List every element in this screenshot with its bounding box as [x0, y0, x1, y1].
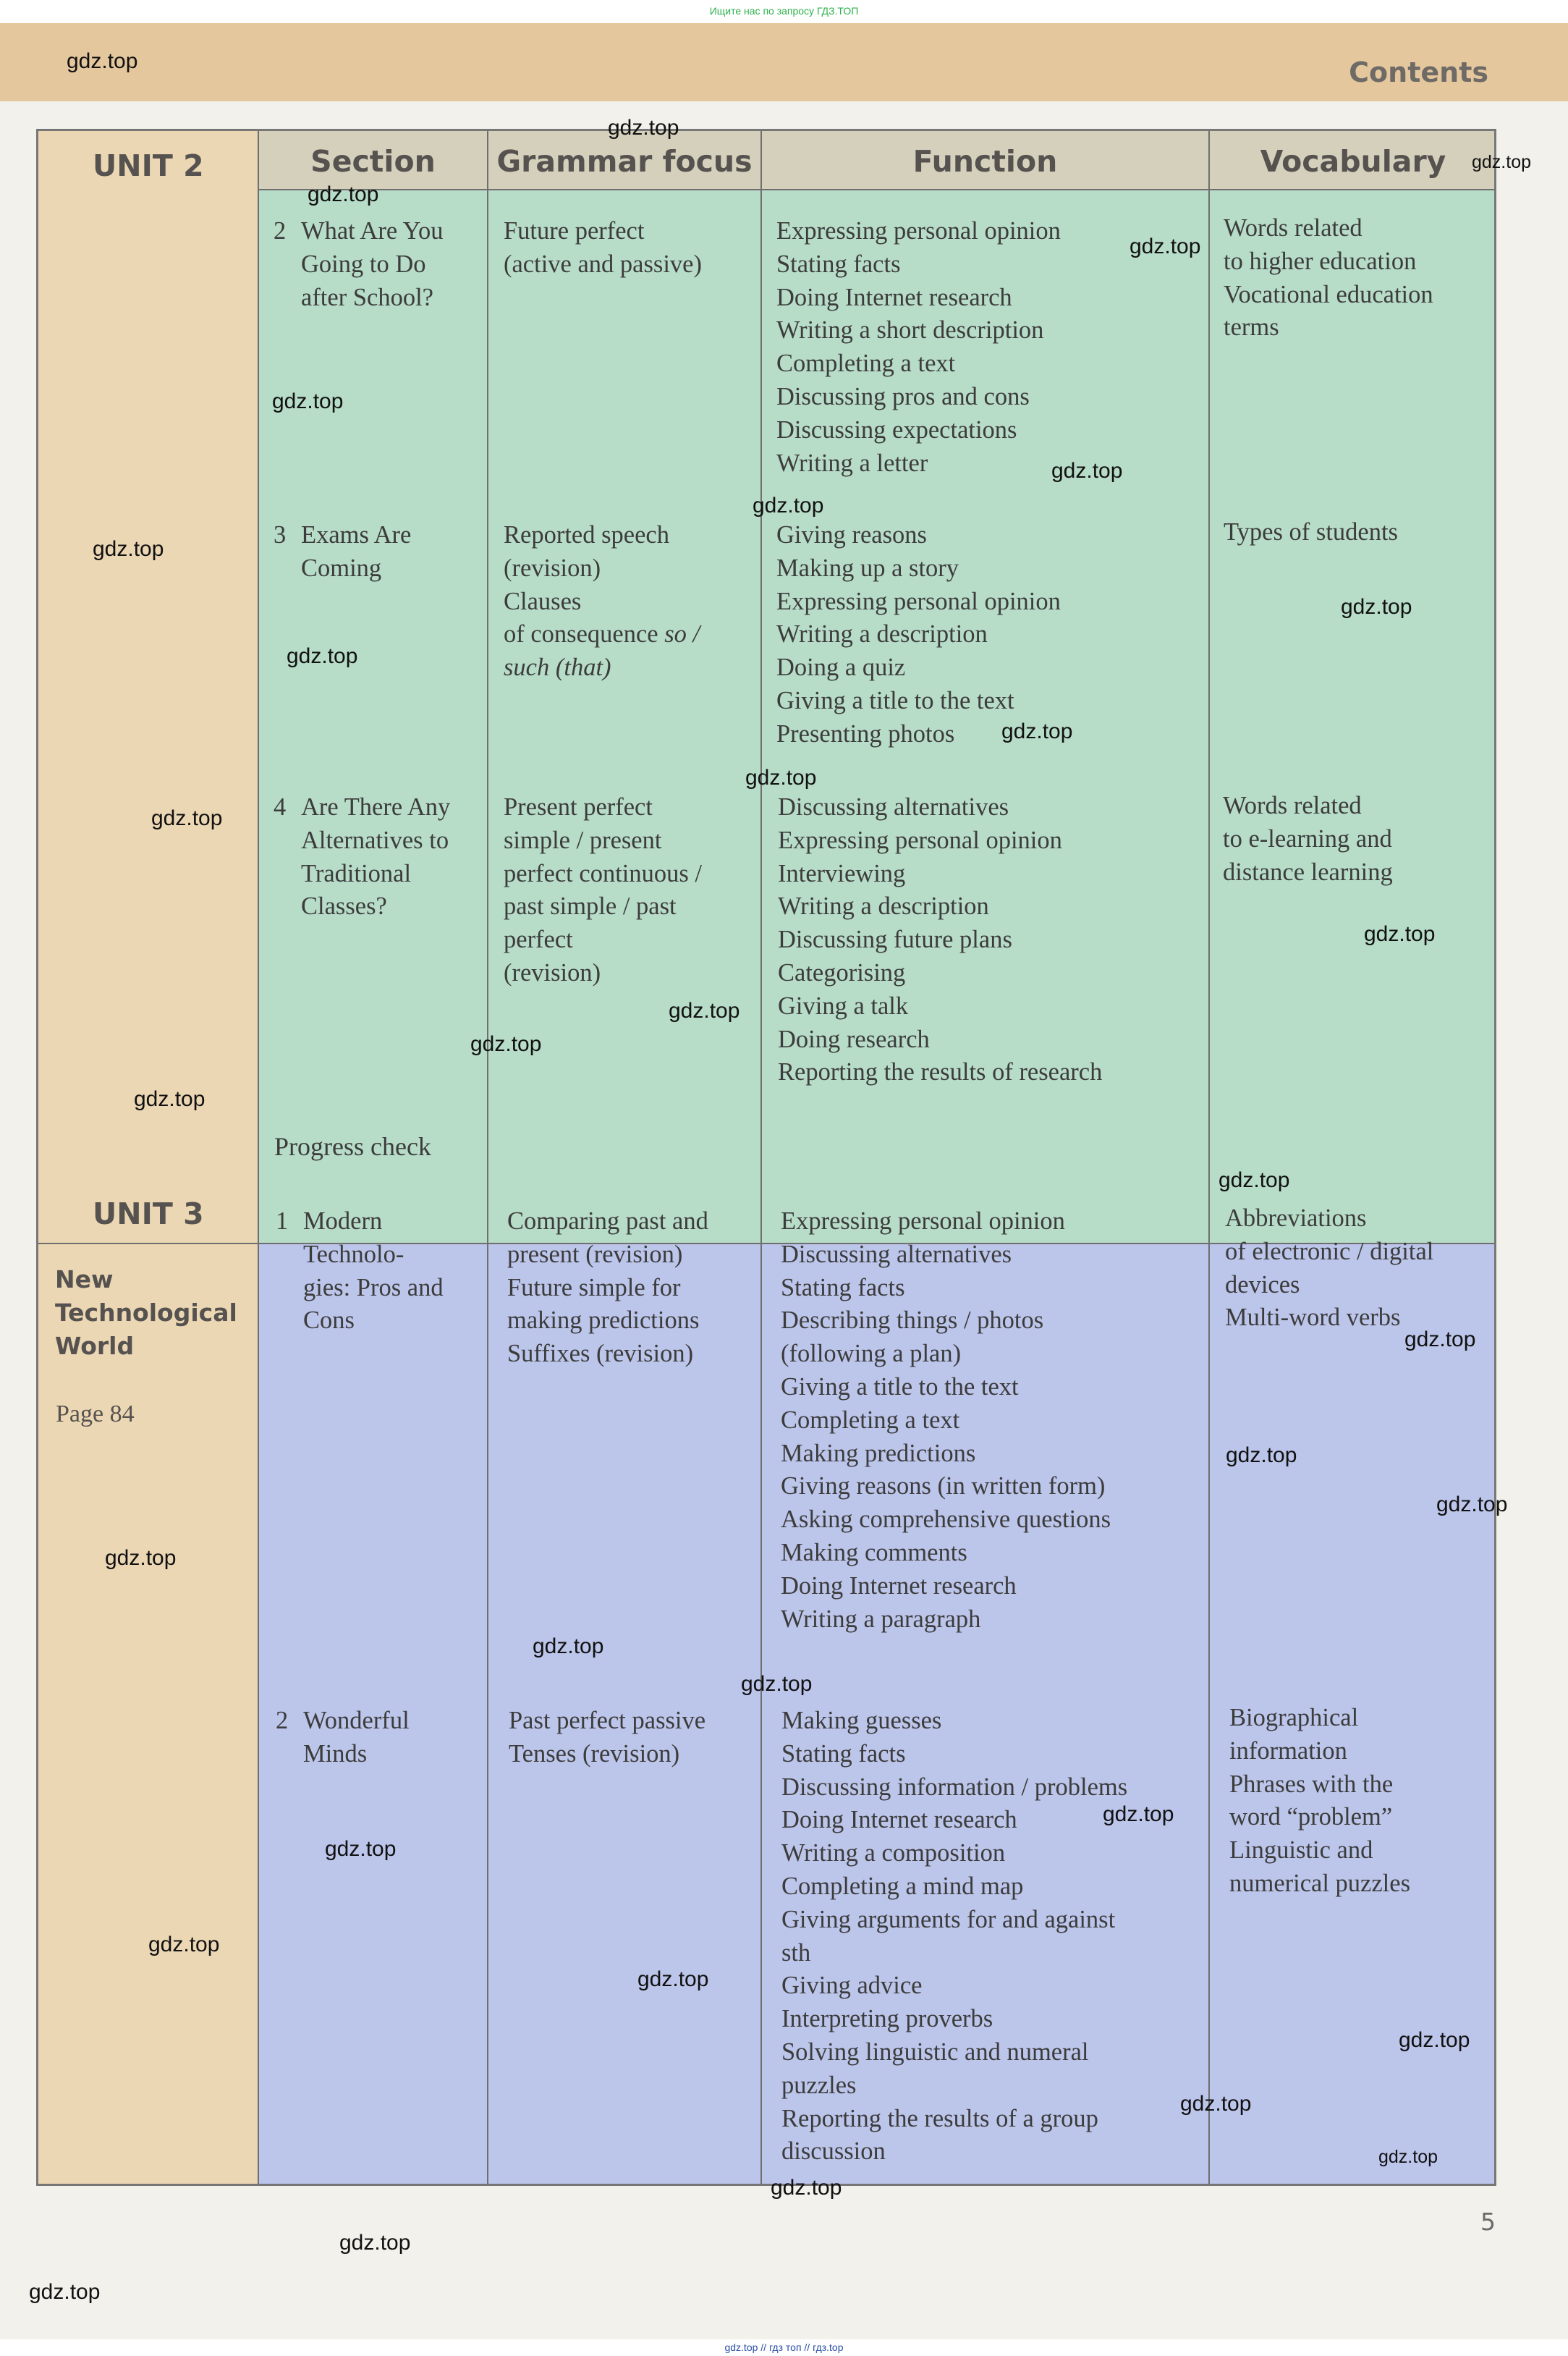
vocabulary-line: Vocational education: [1224, 280, 1433, 308]
section-line: gies: Pros and: [303, 1273, 444, 1301]
watermark: gdz.top: [105, 1546, 177, 1570]
unit2-row3-function: [776, 519, 1061, 751]
unit3-row1-function: [781, 1205, 1111, 1636]
function-line: Writing a paragraph: [781, 1605, 981, 1633]
column-divider: [760, 131, 762, 2184]
watermark: gdz.top: [470, 1032, 542, 1056]
function-line: discussion: [781, 2137, 886, 2166]
function-line: Giving reasons: [776, 521, 927, 549]
function-line: Doing Internet research: [781, 1806, 1017, 1834]
contents-table: [36, 129, 1496, 2186]
watermark: gdz.top: [272, 389, 344, 413]
vocabulary-line: numerical puzzles: [1229, 1869, 1411, 1897]
section-line: Exams Are: [301, 521, 412, 549]
function-line: Giving a title to the text: [781, 1372, 1019, 1401]
unit-column-bg: [38, 131, 259, 2184]
function-line: Doing a quiz: [776, 654, 906, 682]
vocabulary-line: devices: [1225, 1270, 1300, 1299]
watermark: gdz.top: [1378, 2147, 1438, 2167]
section-line: Traditional: [301, 859, 412, 887]
column-header-function: Function: [912, 144, 1058, 179]
function-line: Doing research: [778, 1025, 930, 1053]
function-line: Writing a short description: [776, 316, 1044, 345]
function-line: Discussing alternatives: [781, 1240, 1012, 1268]
watermark: gdz.top: [1472, 152, 1532, 172]
function-line: sth: [781, 1938, 811, 1967]
watermark: gdz.top: [533, 1634, 604, 1658]
watermark: gdz.top: [1219, 1168, 1290, 1192]
section-line: Alternatives to: [301, 826, 449, 854]
watermark: gdz.top: [608, 116, 679, 140]
section-number: 2: [276, 1707, 289, 1734]
grammar-line: of consequence so /: [504, 620, 700, 649]
watermark: gdz.top: [1103, 1802, 1174, 1826]
unit3-subtitle: New Technological World: [55, 1265, 237, 1360]
vocabulary-line: to higher education: [1224, 247, 1417, 275]
unit3-row1-grammar: [507, 1205, 708, 1371]
function-line: Categorising: [778, 958, 906, 987]
watermark: gdz.top: [669, 999, 740, 1023]
function-line: Writing a description: [778, 892, 989, 921]
section-line: Coming: [301, 554, 382, 582]
function-line: Giving reasons (in written form): [781, 1472, 1106, 1500]
column-divider: [1208, 131, 1210, 2184]
function-line: Expressing personal opinion: [776, 217, 1061, 245]
function-line: Expressing personal opinion: [778, 826, 1062, 854]
grammar-italic: so /: [664, 620, 700, 649]
unit2-row4-function: [778, 791, 1102, 1089]
function-line: Presenting photos: [776, 719, 955, 748]
watermark: gdz.top: [325, 1837, 397, 1861]
grammar-line: (active and passive): [504, 250, 702, 278]
vocabulary-line: word “problem”: [1229, 1803, 1393, 1831]
section-line: Technolo-: [303, 1240, 404, 1268]
vocabulary-line: Words related: [1223, 792, 1362, 819]
column-divider: [487, 131, 488, 2184]
unit2-row4-vocabulary: [1223, 790, 1393, 889]
function-line: Interpreting proverbs: [781, 2005, 993, 2033]
watermark: gdz.top: [1399, 2028, 1470, 2052]
watermark: gdz.top: [771, 2176, 842, 2200]
watermark: gdz.top: [67, 49, 138, 73]
vocabulary-line: Biographical: [1229, 1704, 1359, 1731]
function-line: Making up a story: [776, 554, 959, 582]
vocabulary-line: Multi-word verbs: [1225, 1304, 1401, 1332]
section-number: 3: [274, 521, 287, 549]
function-line: Doing Internet research: [776, 283, 1012, 311]
grammar-line: Present perfect: [504, 793, 653, 821]
column-header-section: Section: [310, 144, 436, 179]
function-line: Writing a letter: [776, 449, 928, 477]
section-line: Classes?: [301, 892, 387, 921]
top-banner[interactable]: Ищите нас по запросу ГДЗ.ТОП: [0, 0, 1568, 23]
watermark: gdz.top: [29, 2280, 101, 2304]
grammar-line: Future perfect: [504, 217, 645, 245]
unit3-row1-vocabulary: [1225, 1202, 1433, 1335]
function-line: Asking comprehensive questions: [781, 1506, 1111, 1534]
column-header-grammar: Grammar focus: [496, 144, 753, 179]
progress-check: Progress check: [274, 1132, 431, 1161]
vocabulary-line: of electronic / digital: [1225, 1237, 1434, 1265]
unit3-page: Page 84: [56, 1401, 135, 1427]
unit2-row4-grammar: [504, 791, 702, 990]
function-line: Discussing expectations: [776, 415, 1017, 444]
watermark: gdz.top: [148, 1933, 220, 1956]
unit3-title: UNIT 3: [93, 1196, 204, 1231]
vocabulary-line: Types of students: [1224, 518, 1398, 546]
function-line: Expressing personal opinion: [781, 1207, 1065, 1235]
vocabulary-line: Phrases with the: [1229, 1770, 1394, 1798]
column-divider: [258, 131, 259, 2184]
page-title: Contents: [1349, 56, 1488, 88]
grammar-line: Reported speech: [504, 521, 669, 549]
function-line: Discussing alternatives: [778, 793, 1009, 821]
watermark: gdz.top: [339, 2231, 411, 2255]
function-line: Doing Internet research: [781, 1571, 1017, 1600]
function-line: Discussing pros and cons: [776, 382, 1030, 410]
section-line: after School?: [301, 283, 433, 311]
function-line: Reporting the results of research: [778, 1058, 1103, 1086]
grammar-line: present (revision): [507, 1240, 683, 1268]
unit3-row2-vocabulary: [1229, 1702, 1410, 1901]
section-number: 4: [274, 793, 287, 821]
watermark: gdz.top: [1130, 235, 1201, 258]
section-line: Are There Any: [301, 793, 451, 821]
watermark: gdz.top: [1364, 922, 1436, 946]
vocabulary-line: to e-learning and: [1223, 824, 1392, 853]
function-line: Completing a text: [776, 350, 956, 378]
function-line: Giving a title to the text: [776, 686, 1014, 714]
function-line: Writing a composition: [781, 1839, 1006, 1867]
watermark: gdz.top: [93, 537, 164, 561]
watermark: gdz.top: [741, 1672, 813, 1696]
function-line: Giving advice: [781, 1972, 923, 2000]
function-line: Giving a talk: [778, 992, 909, 1020]
section-line: Cons: [303, 1306, 355, 1335]
watermark: gdz.top: [1180, 2092, 1252, 2116]
function-line: Making predictions: [781, 1439, 976, 1467]
section-line: Modern: [303, 1207, 383, 1235]
bottom-strip[interactable]: gdz.top // гдз топ // гдз.top: [0, 2339, 1568, 2356]
watermark: gdz.top: [745, 766, 817, 790]
function-line: Making comments: [781, 1538, 967, 1566]
header-band: [0, 23, 1568, 101]
unit2-row2-function: [776, 215, 1061, 480]
function-line: (following a plan): [781, 1340, 962, 1368]
vocabulary-line: Linguistic and: [1229, 1836, 1373, 1865]
grammar-line: such (that): [504, 654, 611, 682]
watermark: gdz.top: [1436, 1492, 1508, 1516]
page-number: 5: [1480, 2208, 1496, 2236]
function-line: Completing a text: [781, 1406, 960, 1434]
unit2-row3-grammar: [504, 519, 700, 685]
watermark: gdz.top: [1404, 1327, 1476, 1351]
vocabulary-line: information: [1229, 1736, 1347, 1765]
grammar-line: Comparing past and: [507, 1207, 708, 1235]
row-divider: [259, 189, 1496, 190]
unit3-row2-grammar: [509, 1705, 705, 1771]
unit2-row3-vocabulary: [1224, 516, 1398, 549]
watermark: gdz.top: [151, 806, 223, 830]
watermark: gdz.top: [753, 494, 824, 518]
section-line: Wonderful: [303, 1707, 410, 1734]
function-line: Interviewing: [778, 859, 906, 887]
function-line: Writing a description: [776, 620, 988, 649]
grammar-line: simple / present: [504, 826, 662, 854]
unit2-title: UNIT 2: [93, 148, 204, 183]
grammar-line: Suffixes (revision): [507, 1340, 694, 1368]
function-line: Expressing personal opinion: [776, 587, 1061, 615]
section-number: 1: [276, 1207, 289, 1235]
watermark: gdz.top: [637, 1967, 709, 1991]
function-line: Stating facts: [776, 250, 901, 278]
unit2-row2-vocabulary: [1224, 212, 1433, 345]
function-line: Discussing future plans: [778, 926, 1012, 954]
vocabulary-line: distance learning: [1223, 858, 1393, 886]
function-line: Discussing information / problems: [781, 1773, 1128, 1801]
section-line: Going to Do: [301, 250, 426, 278]
grammar-line: Future simple for: [507, 1273, 681, 1301]
vocabulary-line: terms: [1224, 313, 1279, 342]
grammar-line: past simple / past: [504, 892, 677, 921]
function-line: Solving linguistic and numeral: [781, 2038, 1089, 2066]
function-line: Describing things / photos: [781, 1306, 1044, 1335]
vocabulary-line: Abbreviations: [1225, 1204, 1367, 1232]
section-line: Minds: [303, 1739, 368, 1768]
watermark: gdz.top: [1051, 459, 1123, 483]
watermark: gdz.top: [1001, 719, 1073, 743]
grammar-line: perfect: [504, 926, 573, 954]
function-line: Stating facts: [781, 1273, 905, 1301]
function-line: puzzles: [781, 2071, 857, 2099]
grammar-line: Tenses (revision): [509, 1739, 680, 1768]
function-line: Reporting the results of a group: [781, 2104, 1098, 2132]
function-line: Stating facts: [781, 1739, 906, 1768]
section-number: 2: [274, 217, 287, 245]
watermark: gdz.top: [1226, 1443, 1297, 1467]
vocabulary-line: Words related: [1224, 214, 1363, 242]
grammar-line: (revision): [504, 958, 601, 987]
grammar-line: Past perfect passive: [509, 1707, 706, 1734]
function-line: Giving arguments for and against: [781, 1905, 1116, 1933]
unit3-row2-function: [781, 1705, 1127, 2169]
function-line: Completing a mind map: [781, 1872, 1024, 1900]
grammar-line: perfect continuous /: [504, 859, 702, 887]
watermark: gdz.top: [1341, 595, 1412, 619]
unit2-row2-grammar: [504, 215, 702, 282]
function-line: Making guesses: [781, 1707, 942, 1734]
section-line: What Are You: [301, 217, 444, 245]
grammar-line: making predictions: [507, 1306, 700, 1335]
watermark: gdz.top: [308, 182, 379, 206]
watermark: gdz.top: [287, 644, 358, 668]
column-header-vocabulary: Vocabulary: [1260, 144, 1446, 179]
grammar-line: (revision): [504, 554, 601, 582]
grammar-line: Clauses: [504, 587, 582, 615]
watermark: gdz.top: [134, 1087, 205, 1111]
